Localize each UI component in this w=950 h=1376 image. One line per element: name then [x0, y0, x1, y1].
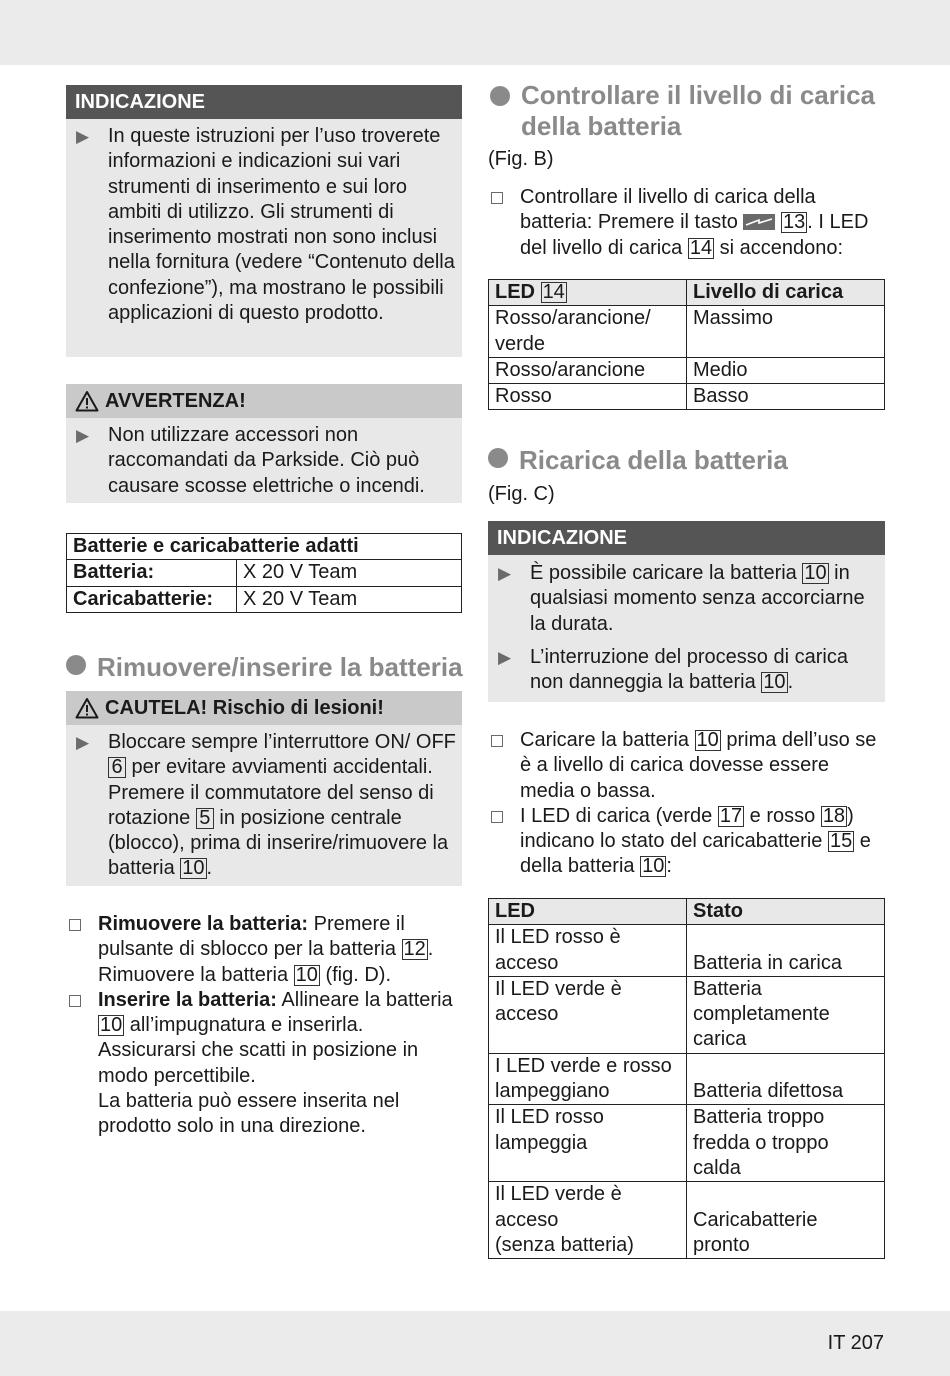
step-text: : — [666, 855, 672, 878]
led-cell: I LED verde e rosso lampeggiano — [489, 1053, 687, 1105]
ref-number: 10 — [295, 963, 318, 986]
state-cell: Batteria difettosa — [687, 1053, 885, 1105]
arrow-icon: ▶ — [76, 733, 90, 752]
charge-steps — [488, 728, 885, 880]
charger-label: Caricabatterie: — [67, 586, 237, 612]
ref-number: 10 — [696, 729, 719, 751]
table-row — [67, 586, 462, 612]
ref-number: 10 — [642, 855, 665, 878]
step-insert-battery — [66, 988, 462, 1140]
ref-number: 18 — [822, 804, 846, 827]
led-cell: Rosso — [489, 384, 687, 410]
checkbox-square-icon — [69, 995, 81, 1007]
ref-number: 6 — [108, 757, 126, 778]
battery-charger-table — [66, 533, 462, 613]
bullet-dot-icon — [490, 86, 510, 106]
note-box — [66, 85, 462, 357]
warning-box — [66, 384, 462, 503]
led-cell: Rosso/arancione/ verde — [489, 306, 687, 358]
checkbox-square-icon — [491, 811, 503, 823]
step-text: si accendono: — [714, 236, 844, 259]
arrow-icon: ▶ — [76, 127, 90, 146]
led-text: Il LED verde è acceso — [495, 1183, 622, 1231]
step-text: ) indicano lo stato del caricabatterie — [520, 804, 854, 853]
section-title-remove-insert — [66, 652, 466, 683]
caution-text: . — [206, 857, 213, 880]
step-text: (fig. D). — [319, 963, 392, 986]
checkbox-square-icon — [491, 192, 503, 204]
warning-triangle-icon — [75, 697, 99, 719]
warning-triangle-icon — [75, 390, 99, 412]
arrow-icon: ▶ — [498, 564, 512, 583]
battery-level-button-icon — [743, 214, 775, 230]
step-text: Allineare la batteria — [276, 988, 453, 1011]
led-cell: Rosso/arancione — [489, 357, 687, 383]
ref-number: 14 — [689, 236, 713, 259]
step-charge-leds — [488, 804, 885, 880]
caution-item — [66, 730, 462, 882]
section-title-charge — [488, 445, 885, 476]
table-header-led: LED — [489, 899, 687, 925]
step-text: Controllare il livello di carica della batteria: Premere il tasto — [520, 186, 816, 234]
ref-number: 13 — [783, 211, 806, 234]
table-row — [489, 925, 885, 977]
table-row — [489, 306, 885, 358]
table-row — [489, 1053, 885, 1105]
ref-number: 10 — [182, 857, 205, 880]
note-title: INDICAZIONE — [66, 85, 462, 119]
state-cell: Batteria completamente carica — [687, 976, 885, 1053]
header-text: LED — [495, 281, 541, 303]
ref-number: 17 — [719, 804, 743, 827]
note-title: INDICAZIONE — [488, 521, 885, 555]
table-row — [489, 280, 885, 306]
step-bold-label: Rimuovere la batteria: — [98, 913, 309, 935]
figure-reference: (Fig. C) — [488, 483, 555, 505]
led-cell: Il LED rosso lampeggia — [489, 1105, 687, 1182]
step-text: I LED di carica (verde — [520, 804, 718, 827]
ref-number: 12 — [403, 938, 426, 961]
table-row — [489, 1182, 885, 1259]
figure-reference: (Fig. B) — [488, 148, 554, 170]
led-cell: Il LED rosso è acceso — [489, 925, 687, 977]
warning-item — [66, 423, 462, 499]
note-text: L’interruzione del processo di carica non danneggia la batteria — [530, 645, 848, 694]
table-header-led — [489, 280, 687, 306]
note-text: in qualsiasi momento senza accorciarne la durata. — [530, 562, 865, 635]
table-row — [67, 560, 462, 586]
note-item — [488, 645, 885, 696]
remove-insert-steps — [66, 912, 462, 1140]
section-title-text: Ricarica della batteria — [519, 445, 788, 475]
ref-number: 10 — [804, 562, 827, 584]
step-remove-battery — [66, 912, 462, 988]
battery-label: Batteria: — [67, 560, 237, 586]
step-bold-label: Inserire la batteria: — [98, 988, 277, 1011]
charge-note-box — [488, 521, 885, 702]
step-text: . I LED del livello di carica — [520, 211, 869, 259]
charging-status-table — [488, 898, 885, 1259]
table-row — [489, 357, 885, 383]
arrow-icon: ▶ — [498, 647, 512, 667]
note-item — [488, 561, 885, 637]
led-text: (senza batteria) — [495, 1233, 634, 1256]
table-row — [489, 899, 885, 925]
caution-text: per evitare avviamenti accidentali. Premere il commutatore del senso di rotazione — [108, 756, 434, 829]
state-cell: Caricabatterie pronto — [687, 1182, 885, 1259]
note-text: . — [787, 671, 794, 694]
bullet-dot-icon — [488, 448, 508, 468]
battery-value: X 20 V Team — [237, 560, 462, 586]
top-margin-band — [0, 0, 950, 65]
ref-number: 14 — [542, 281, 565, 303]
page-number: IT 207 — [827, 1332, 884, 1354]
state-cell: Batteria troppo fredda o troppo calda — [687, 1105, 885, 1182]
note-item — [66, 124, 462, 326]
battery-table-title: Batterie e caricabatterie adatti — [67, 534, 462, 560]
step-text: e della batteria — [520, 830, 871, 878]
check-level-step — [488, 185, 885, 261]
step-text: . Rimuovere la batteria — [98, 938, 434, 986]
step-text: prima dell’uso se è a livello di carica dovesse essere media o bassa. — [520, 729, 877, 802]
checkbox-square-icon — [491, 735, 503, 747]
level-cell: Medio — [687, 357, 885, 383]
ref-number: 10 — [763, 671, 786, 694]
note-text: È possibile caricare la batteria — [530, 562, 803, 584]
table-row — [489, 384, 885, 410]
bullet-dot-icon — [66, 655, 86, 675]
ref-number: 10 — [100, 1014, 123, 1037]
section-title-check-level — [488, 80, 885, 142]
charge-level-table — [488, 279, 885, 410]
warning-header — [66, 384, 462, 418]
led-cell — [489, 1182, 687, 1259]
state-cell: Batteria in carica — [687, 925, 885, 977]
led-cell: Il LED verde è acceso — [489, 976, 687, 1053]
step-text: e rosso — [744, 804, 821, 827]
caution-title: CAUTELA! Rischio di lesioni! — [105, 697, 384, 719]
warning-title: AVVERTENZA! — [105, 390, 246, 412]
section-title-text: Rimuovere/inserire la batteria — [97, 652, 463, 682]
step-text: Caricare la batteria — [520, 729, 695, 751]
step-text: all’impugnatura e inserirla. Assicurarsi che scatti in posizione in modo percettibile. — [98, 1014, 419, 1087]
caution-text: in posizione centrale (blocco), prima di inserire/rimuovere la batteria — [108, 806, 449, 880]
step-check-level — [488, 185, 885, 261]
checkbox-square-icon — [69, 919, 81, 931]
warning-text: Non utilizzare accessori non raccomandati da Parkside. Ciò può causare scosse elettriche o incendi. — [108, 424, 425, 497]
arrow-icon: ▶ — [76, 426, 90, 445]
caution-header — [66, 691, 462, 725]
table-row — [67, 534, 462, 560]
caution-text: Bloccare sempre l’interruttore ON/ OFF — [108, 731, 456, 753]
charger-value: X 20 V Team — [237, 586, 462, 612]
step-text: Premere il pulsante di sblocco per la batteria — [98, 913, 405, 961]
ref-number: 5 — [196, 808, 214, 829]
level-cell: Massimo — [687, 306, 885, 358]
note-text: In queste istruzioni per l’uso troverete informazioni e indicazioni sui vari strumenti di inserimento e sui loro ambiti di utilizzo. Gli strumenti di inserimento mostrati non sono inclusi nella fornitura (vedere “Contenuto della confezione”), ma mostrano le possibili applicazioni di questo prodotto. — [108, 125, 455, 325]
table-row — [489, 1105, 885, 1182]
caution-box — [66, 691, 462, 886]
table-header-state: Stato — [687, 899, 885, 925]
step-charge-battery — [488, 728, 885, 804]
table-header-level: Livello di carica — [687, 280, 885, 306]
section-title-text: Controllare il livello di carica della batteria — [521, 80, 876, 141]
step-text: La batteria può essere inserita nel prodotto solo in una direzione. — [98, 1090, 400, 1138]
table-row — [489, 976, 885, 1053]
ref-number: 15 — [829, 830, 853, 853]
bottom-margin-band — [0, 1311, 950, 1376]
level-cell: Basso — [687, 384, 885, 410]
